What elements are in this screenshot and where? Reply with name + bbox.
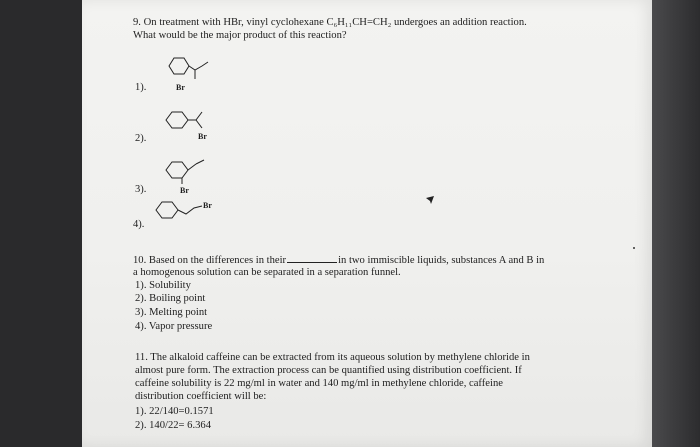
q9-option-4-structure [150,196,230,226]
q10-option-4: 4). Vapor pressure [135,321,213,332]
q11-text-line1: 11. The alkaloid caffeine can be extracted from its aqueous solution by methylene chloride in [135,352,530,363]
q10-blank [287,253,337,263]
speck [633,247,635,249]
q10-text-line1 [133,253,544,267]
q10-text-line2: a homogenous solution can be separated in a separation funnel. [133,267,401,278]
q11-text-line2: almost pure form. The extraction process can be quantified using distribution coefficient. If [135,365,522,376]
q9-option-1-br: Br [176,83,185,92]
q9-option-2-label: 2). [135,133,147,144]
q9-option-4-br: Br [203,201,212,210]
q9-option-4-label: 4). [133,219,145,230]
q9-option-1-structure [160,52,220,92]
q10-option-1: 1). Solubility [135,280,191,291]
q11-text-line3: caffeine solubility is 22 mg/ml in water and 140 mg/ml in methylene chloride, caffeine [135,378,503,389]
q10-text-part2: in two immiscible liquids, substances A and B in [338,255,545,266]
background-edge [652,0,700,447]
q11-text-line4: distribution coefficient will be: [135,391,267,402]
q10-text-part1: 10. Based on the differences in their [133,255,287,266]
q9-option-2-br: Br [198,132,207,141]
q11-option-1: 1). 22/140=0.1571 [135,406,214,417]
q9-text-line1: 9. On treatment with HBr, vinyl cyclohexane C₆H₁₁CH=CH₂ undergoes an addition reaction. [133,17,527,28]
q10-option-2: 2). Boiling point [135,293,206,304]
q9-option-1-label: 1). [135,82,147,93]
q9-option-3-br: Br [180,186,189,195]
q9-option-3-label: 3). [135,184,147,195]
q10-option-3: 3). Melting point [135,307,208,318]
q9-text-line2: What would be the major product of this reaction? [133,30,347,41]
mouse-cursor-icon [426,196,434,204]
q9-option-2-structure [160,106,220,146]
q9-option-3-structure [160,154,220,196]
q11-option-2: 2). 140/22= 6.364 [135,420,212,431]
